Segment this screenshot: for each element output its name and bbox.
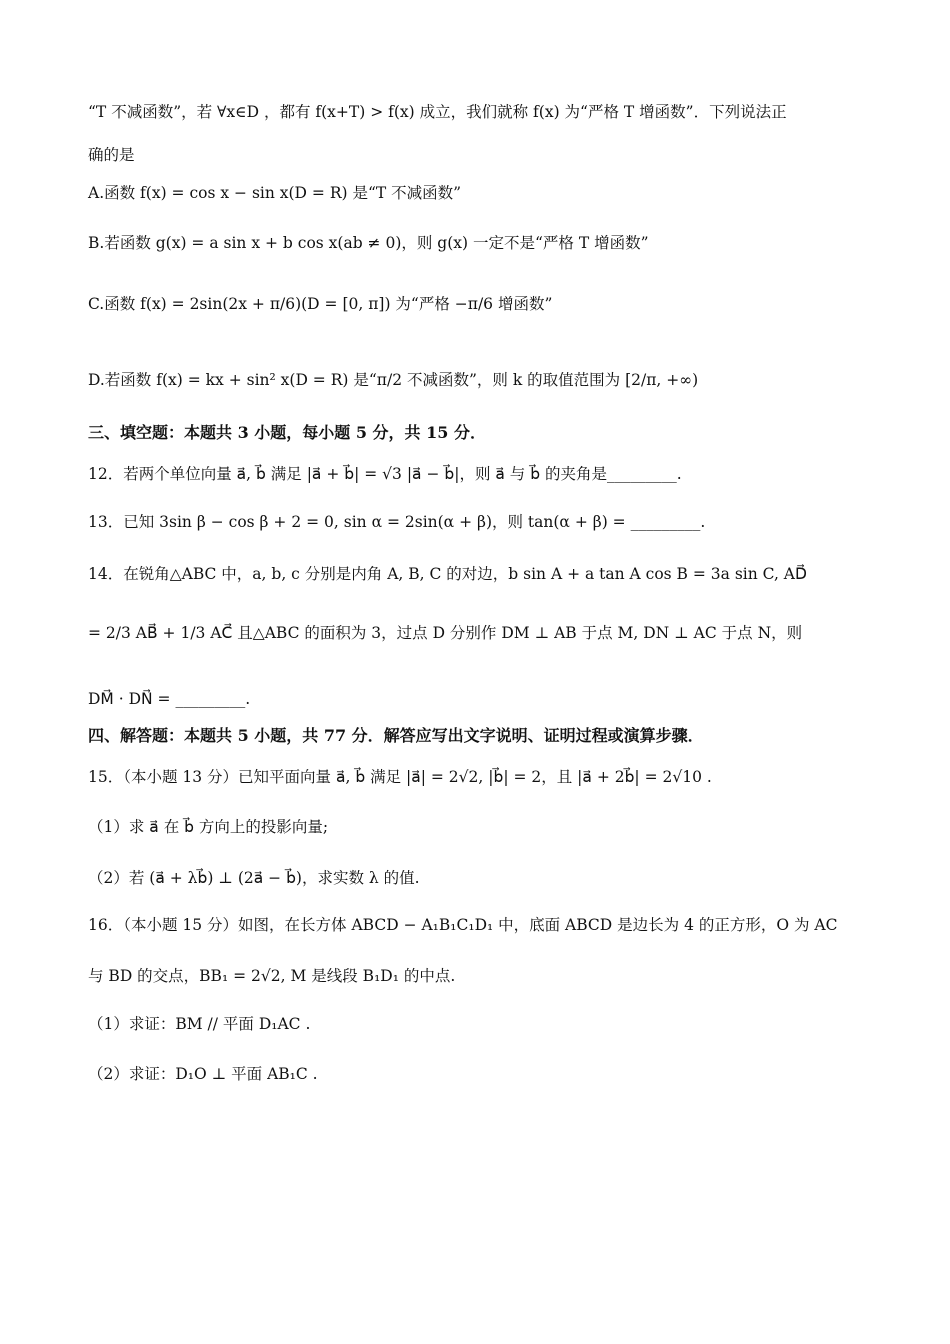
problem-15-part-1: （1）求 a⃗ 在 b⃗ 方向上的投影向量; [88,818,329,836]
option-a: A.函数 f(x) = cos x − sin x(D = R) 是“T 不减函数” [88,184,462,202]
problem-14-line-2: = 2/3 AB⃗ + 1/3 AC⃗ 且△ABC 的面积为 3，过点 D 分别作 DM ⊥ AB 于点 M, DN ⊥ AC 于点 N，则 [88,624,803,642]
problem-11-intro-line: “T 不减函数”，若 ∀x∈D ，都有 f(x+T) > f(x) 成立，我们就称 f(x) 为“严格 T 增函数”．下列说法正 [88,103,787,121]
problem-16-line-1: 16．（本小题 15 分）如图，在长方体 ABCD − A₁B₁C₁D₁ 中，底面 ABCD 是边长为 4 的正方形，O 为 AC [88,916,838,934]
problem-11-intro-line-2: 确的是 [88,146,135,164]
problem-14-line-1: 14．在锐角△ABC 中，a, b, c 分别是内角 A, B, C 的对边，b sin A + a tan A cos B = 3a sin C, AD⃗ [88,565,807,583]
section-three-heading: 三、填空题：本题共 3 小题，每小题 5 分，共 15 分． [88,423,486,442]
problem-14-line-3: DM⃗ · DN⃗ = _________. [88,690,251,708]
problem-16-part-2: （2）求证：D₁O ⊥ 平面 AB₁C . [88,1065,318,1083]
problem-13: 13．已知 3sin β − cos β + 2 = 0, sin α = 2sin(α + β)，则 tan(α + β) = _________. [88,513,706,531]
section-four-heading: 四、解答题：本题共 5 小题，共 77 分．解答应写出文字说明、证明过程或演算步骤． [88,726,704,745]
problem-12: 12．若两个单位向量 a⃗, b⃗ 满足 |a⃗ + b⃗| = √3 |a⃗ − b⃗|，则 a⃗ 与 b⃗ 的夹角是_________. [88,465,682,483]
option-b: B.若函数 g(x) = a sin x + b cos x(ab ≠ 0)，则 g(x) 一定不是“严格 T 增函数” [88,234,649,252]
problem-15: 15．（本小题 13 分）已知平面向量 a⃗, b⃗ 满足 |a⃗| = 2√2, |b⃗| = 2，且 |a⃗ + 2b⃗| = 2√10 . [88,768,712,786]
option-d: D.若函数 f(x) = kx + sin² x(D = R) 是“π/2 不减函数”，则 k 的取值范围为 [2/π, +∞) [88,371,699,389]
problem-16-part-1: （1）求证：BM // 平面 D₁AC . [88,1015,311,1033]
problem-16-line-2: 与 BD 的交点，BB₁ = 2√2, M 是线段 B₁D₁ 的中点. [88,967,456,985]
problem-15-part-2: （2）若 (a⃗ + λb⃗) ⊥ (2a⃗ − b⃗)，求实数 λ 的值. [88,869,420,887]
option-c: C.函数 f(x) = 2sin(2x + π/6)(D = [0, π]) 为“严格 −π/6 增函数” [88,295,553,313]
